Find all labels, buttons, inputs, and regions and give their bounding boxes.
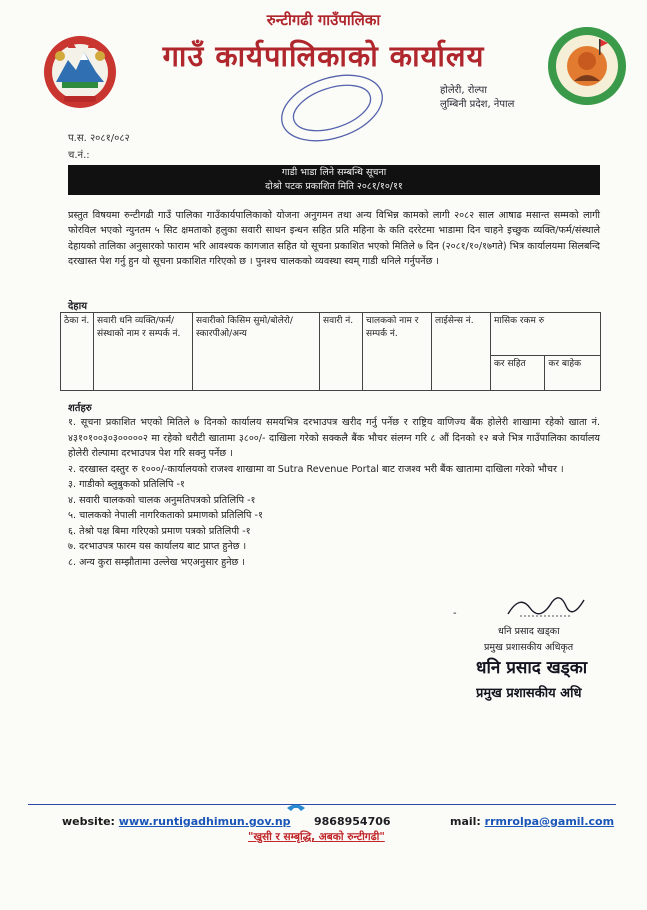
mail-link[interactable]: rrmrolpa@gamil.com (484, 815, 615, 828)
col-without-tax: कर बाहेक (545, 356, 601, 391)
notice-title-band (68, 165, 600, 195)
vehicle-details-table (60, 312, 601, 391)
footer-slogan: "खुसी र सम्बृद्धि, अबको रुन्टीगढी" (248, 831, 385, 843)
condition-item: ५. चालकको नेपाली नागरिकताको प्रमाणको प्रतिलिपि -१ (68, 510, 263, 521)
office-address (440, 84, 514, 112)
website-link[interactable]: www.runtigadhimun.gov.np (118, 815, 291, 828)
stamp-signatory-name: धनि प्रसाद खड्का (476, 658, 588, 678)
address-line-1: होलेरी, रोल्पा (440, 85, 487, 96)
website-label: website: (62, 815, 115, 828)
col-monthly-amount: मासिक रकम रु (491, 313, 601, 356)
footer-divider (28, 804, 616, 805)
municipality-logo-icon (546, 25, 628, 107)
col-vehicle-type: सवारीको किसिम सुमो/बोलेरो/स्कारपीओ/अन्य (193, 313, 320, 391)
condition-item: २. दरखास्त दस्तुर रु १०००/-कार्यालयको राजश्व शाखामा वा Sutra Revenue Portal बाट राजश्व भरी बैंक खातामा दाखिला गरेको भौचर । (68, 463, 564, 475)
footer-mail (450, 815, 614, 828)
address-line-2: लुम्बिनी प्रदेश, नेपाल (440, 99, 515, 110)
conditions-list (68, 415, 600, 570)
signature-dash: - (453, 608, 457, 619)
signatory-name: धनि प्रसाद खड्का (498, 626, 560, 637)
condition-item: ७. दरभाउपत्र फारम यस कार्यालय बाट प्राप्त हुनेछ । (68, 541, 247, 552)
stamp-signatory-title: प्रमुख प्रशासकीय अधि (476, 686, 582, 701)
phone-icon (286, 802, 306, 814)
col-contract-no: ठेका नं. (61, 313, 94, 391)
col-vehicle-no: सवारी नं. (320, 313, 363, 391)
footer-phone: 9868954706 (314, 815, 391, 828)
footer-website (62, 815, 291, 828)
notice-title: गाडी भाडा लिने सम्बन्धि सूचना (281, 167, 387, 178)
dispatch-number: च.नं.: (68, 150, 90, 161)
condition-item: ८. अन्य कुरा सम्झौतामा उल्लेख भएअनुसार हुनेछ । (68, 556, 245, 568)
office-title: गाउँ कार्यपालिकाको कार्यालय (162, 39, 485, 73)
notice-body: प्रस्तुत विषयमा रुन्टीगढी गाउँ पालिका गाउँकार्यपालिकाको योजना अनुगमन तथा अन्य विभिन्न कामको लागी २०८२ साल आषाढ मसान्त सम्मको लागी फोरविल भएको न्युनतम ५ सिट क्षमताको हलुका सवारी साधन इन्धन सहित प्रति महिना के कति दररेटमा भाडामा दिन चाहने इच्छुक व्यक्ति/फर्म/संस्थाले देहायको तालिका अनुसारको फाराम भरि आवश्यक कागजात सहित यो सूचना प्रकाशित भएको मितिले ७ दिन (२०८१/१०/१७गते) भित्र कार्यालयमा सिलबन्दि दरखास्त पेश गर्नु हुन यो सूचना प्रकाशित गरिएको छ । पुनश्च चालकको व्यवस्था स्वम् गाडी धनिले गर्नुपर्नेछ । (68, 210, 601, 267)
mail-label: mail: (450, 815, 481, 828)
handwritten-signature (500, 588, 590, 622)
col-with-tax: कर सहित (491, 356, 545, 391)
letter-ps-number: प.स. २०८१/०८२ (68, 133, 130, 144)
conditions-heading: शर्तहरु (68, 403, 92, 414)
col-license-no: लाईसेन्स नं. (432, 313, 491, 391)
col-owner-name: सवारी धनि व्यक्ति/फर्म/संस्थाको नाम र सम्पर्क नं. (94, 313, 193, 391)
schedule-heading: देहाय (68, 301, 88, 312)
municipality-name: रुन्टीगढी गाउँपालिका (266, 11, 381, 29)
condition-item: ४. सवारी चालकको चालक अनुमतिपत्रको प्रतिलिपि -१ (68, 494, 256, 506)
condition-item: ६. तेश्रो पक्ष बिमा गरिएको प्रमाण पत्रको प्रतिलिपी -१ (68, 525, 251, 537)
office-stamp (270, 72, 400, 142)
condition-item: १. सूचना प्रकाशित भएको मितिले ७ दिनको कार्यालय समयभित्र दरभाउपत्र खरीद गर्नु पर्नेछ र राष्ट्रिय वाणिज्य बैंक होलेरी शाखामा रहेको खाता नं. ४३१०१००३०३०००००२ मा रहेको धरौटी खातामा ३८००/- दाखिला गरेको सक्कलै बैंक भौचर संलग्न गरि ८ औं दिनको १२ बजे भित्र गाउँपालिका कार्यालय होलेरी रोल्पामा दरभाउपत्र पेश गरि सक्नु पर्नेछ । (68, 417, 600, 459)
signatory-title: प्रमुख प्रशासकीय अधिकृत (484, 642, 574, 653)
notice-publish-date: दोश्रो पटक प्रकाशित मिति २०८१/१०/११ (265, 181, 403, 192)
condition-item: ३. गाडीको ब्लुबुकको प्रतिलिपि -१ (68, 479, 185, 490)
col-driver-name: चालकको नाम र सम्पर्क नं. (363, 313, 432, 391)
table-header-row (61, 313, 601, 356)
